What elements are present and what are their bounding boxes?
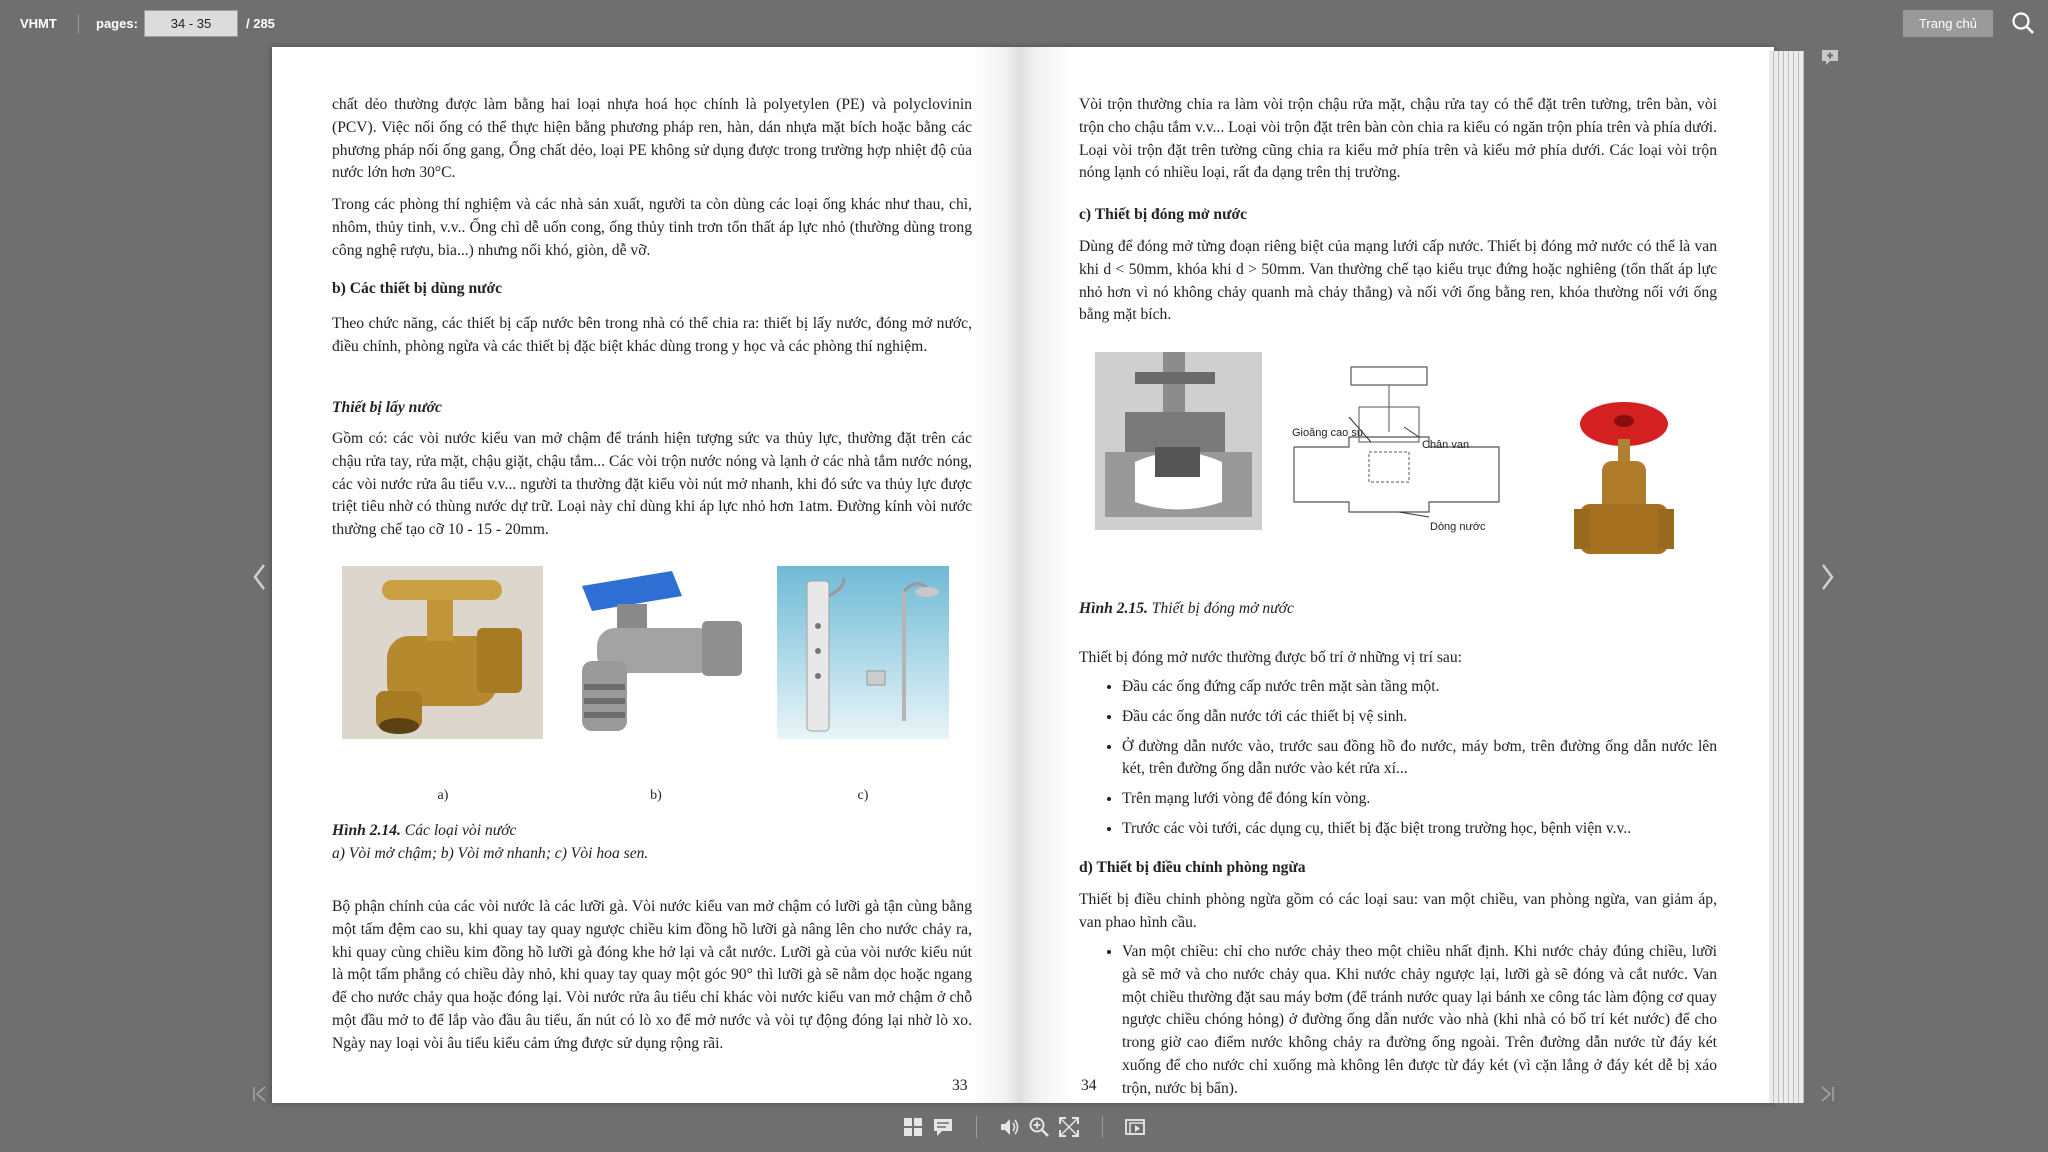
section-heading: b) Các thiết bị dùng nước [332,280,503,297]
list-item: • Đầu các ống dẫn nước tới các thiết bị vệ sinh. [1122,706,1717,729]
figure-label-b: b) [650,788,662,803]
bullet-list [1079,676,1717,841]
figure-caption [332,820,972,843]
page-stack [1769,51,1809,1103]
left-page[interactable] [332,47,972,1103]
diagram-label-water-flow: Dòng nước [1430,521,1486,533]
list-item: • Ở đường dẫn nước vào, trước sau đồng hồ đo nước, máy bơm, trên đường ống dẫn nước lên két, trên đường ống dẫn nước vào két rửa xí... [1122,736,1717,782]
slow-open-tap-image [342,566,543,739]
section-heading: c) Thiết bị đóng mở nước [1079,206,1247,223]
paragraph: Trong các phòng thí nghiệm và các nhà sản xuất, người ta còn dùng các loại ống khác như thau, chì, nhôm, thủy tinh, v.v.. Ống chì dễ uốn cong, ống thủy tinh trơn tổn thất áp lực nhỏ (thường dùng trong công nghệ rượu, bia...) nhưng nối khó, giòn, dễ vỡ. [332,196,972,259]
zoom-in-icon[interactable] [1028,1116,1050,1138]
section-heading: d) Thiết bị điều chỉnh phòng ngừa [1079,859,1306,876]
page-number-left: 33 [952,1077,968,1094]
top-toolbar [0,0,2048,46]
sound-icon[interactable] [998,1116,1020,1138]
paragraph: Gồm có: các vòi nước kiểu van mở chậm để tránh hiện tượng sức va thủy lực, thường đặt trên các chậu rửa tay, rửa mặt, chậu giặt, chậu tắm... Các vòi trộn nước nóng và lạnh ở các nhà tắm nước nóng, các vòi nước rửa âu tiểu v.v... người ta thường đặt kiểu vòi nút mở nhanh, khi đó sức va thủy lực được triệt tiêu nhờ có thùng nước dự trữ. Loại này chỉ dùng khi áp lực nhỏ hơn 1atm. Đường kính vòi nước thường chế tạo cỡ 10 - 15 - 20mm. [332,430,972,539]
book-spread [272,47,1774,1103]
list-item: • Trước các vòi tưới, các dụng cụ, thiết bị đặc biệt trong trường học, bệnh viện v.v.. [1122,818,1717,841]
last-page-icon[interactable] [1817,1084,1837,1104]
page-number-input[interactable] [144,10,238,37]
paragraph: Vòi trộn thường chia ra làm vòi trộn chậu rửa mặt, chậu rửa tay có thể đặt trên tường, trên bàn, vòi trộn cho chậu tắm v.v... Loại vòi trộn đặt trên bàn còn chia ra kiểu có ngăn trộn phía trên và phía dưới. Loại vòi trộn đặt trên tường cũng chia ra kiểu mở phía trên và kiểu mở phía dưới. Các loại vòi trộn nóng lạnh có nhiều loại, rất đa dạng trên thị trường. [1079,96,1717,182]
note-icon[interactable] [1820,48,1840,68]
book-gutter [972,47,1072,1103]
subsection-heading: Thiết bị lấy nước [332,399,442,416]
caption-text: Thiết bị đóng mở nước [1147,600,1294,617]
divider [976,1116,977,1138]
grid-icon[interactable] [902,1116,924,1138]
chevron-right-icon[interactable] [1817,557,1837,597]
paragraph: Theo chức năng, các thiết bị cấp nước bên trong nhà có thể chia ra: thiết bị lấy nước, đóng mở nước, điều chỉnh, phòng ngừa và các thiết bị đặc biệt khác dùng trong y học và các phòng thí nghiệm. [332,315,972,355]
paragraph: chất dẻo thường được làm bằng hai loại nhựa hoá học chính là polyetylen (PE) và polyclovinin (PCV). Việc nối ống có thể thực hiện bằng phương pháp ren, hàn, dán nhựa mặt bích hoặc bằng các phương pháp nối ống gang, Ống chất dẻo, loại PE không sử dụng được trong trường hợp nhiệt độ của nước lớn hơn 30°C. [332,96,972,182]
search-icon[interactable] [2010,10,2036,36]
paragraph: Dùng để đóng mở từng đoạn riêng biệt của mạng lưới cấp nước. Thiết bị đóng mở nước có thể là van khi d < 50mm, khóa khi d > 50mm. Van thường chế tạo kiểu trục đứng hoặc nghiêng (tổn thất áp lực nhỏ hơn vì nó không chảy quanh mà chảy thẳng) và nối với ống bằng ren, khóa thường nối với ống bằng mặt bích. [1079,238,1717,324]
figure-label-c: c) [857,788,869,803]
fullscreen-icon[interactable] [1058,1116,1080,1138]
app-logo[interactable]: VHMT [20,16,57,31]
caption-number: Hình 2.14. [332,822,401,839]
caption-number: Hình 2.15. [1079,600,1148,617]
paragraph: Thiết bị đóng mở nước thường được bố trí ở những vị trí sau: [1079,649,1462,666]
list-item: • Van một chiều: chỉ cho nước chảy theo một chiều nhất định. Khi nước chảy đúng chiều, lưỡi gà sẽ mở và cho nước chảy qua. Khi nước chảy ngược lại, lưỡi gà sẽ đóng và cắt nước. Van một chiều thường đặt sau máy bơm (để tránh nước quay lại bánh xe công tác làm động cơ quay ngược chiều chóng hỏng) ở đường ống dẫn nước vào nhà (khi nhà có bố trí két nước) để cho trong giờ cao điểm nước không chảy ra đường ống ngoài. Trên đường dẫn nước từ đáy két xuống để cho nước chỉ xuống mà không lên được từ đáy két (vì cặn lắng ở đáy két dễ bị xáo trộn, nước bị bẩn). [1122,941,1717,1101]
divider [78,14,79,34]
valve-cross-section-image [1095,352,1262,530]
shower-head-image [777,566,949,739]
bullet-list [1079,941,1717,1101]
figure-label-a: a) [437,788,449,803]
comment-icon[interactable] [932,1116,954,1138]
caption-text: Các loại vòi nước [400,822,517,839]
paragraph: Thiết bị điều chỉnh phòng ngừa gồm có các loại sau: van một chiều, van phòng ngừa, van giảm áp, van phao hình cầu. [1079,891,1717,931]
list-item: • Đầu các ống đứng cấp nước trên mặt sàn tầng một. [1122,676,1717,699]
first-page-icon[interactable] [250,1084,270,1104]
valve-diagram [1289,362,1519,537]
right-page[interactable] [1079,47,1717,1103]
gate-valve-image [1574,399,1674,575]
figure-caption [1079,598,1717,621]
diagram-label-valve-seat: Chân van [1422,439,1470,451]
total-pages: / 285 [246,16,275,31]
home-button[interactable]: Trang chủ [1903,10,1993,37]
slideshow-icon[interactable] [1124,1116,1146,1138]
quick-open-tap-image [562,566,752,739]
page-number-right: 34 [1081,1077,1097,1094]
figure-caption-line2: a) Vòi mở chậm; b) Vòi mở nhanh; c) Vòi hoa sen. [332,845,649,862]
paragraph: Bộ phận chính của các vòi nước là các lưỡi gà. Vòi nước kiểu van mở chậm có lưỡi gà tận cùng bằng một tấm đệm cao su, khi quay tay quay ngược chiều kim đồng hồ lưỡi gà nâng lên cho nước chảy ra, khi quay cùng chiều kim đồng hồ lưỡi gà đóng khe hở lại và cắt nước. Lưỡi gà của vòi nước kiểu nút là một tấm phẳng có chiều dày nhỏ, khi quay tay quay một góc 90° thì lưỡi gà sẽ nằm dọc hoặc ngang để cho nước chảy qua hoặc đóng lại. Vòi nước rửa âu tiểu chỉ khác vòi nước kiểu van mở chậm ở chỗ một đầu mở to để lắp vào đầu âu tiểu, ấn nút có lò xo để mở nước và vòi tự động đóng lại nhờ lò xo. Ngày nay loại vòi âu tiểu kiểu cảm ứng được sử dụng rộng rãi. [332,898,972,1052]
list-item: • Trên mạng lưới vòng để đóng kín vòng. [1122,788,1717,811]
divider [1102,1116,1103,1138]
chevron-left-icon[interactable] [250,557,270,597]
diagram-label-gasket: Gioăng cao su [1292,427,1363,439]
pages-label: pages: [96,16,138,31]
